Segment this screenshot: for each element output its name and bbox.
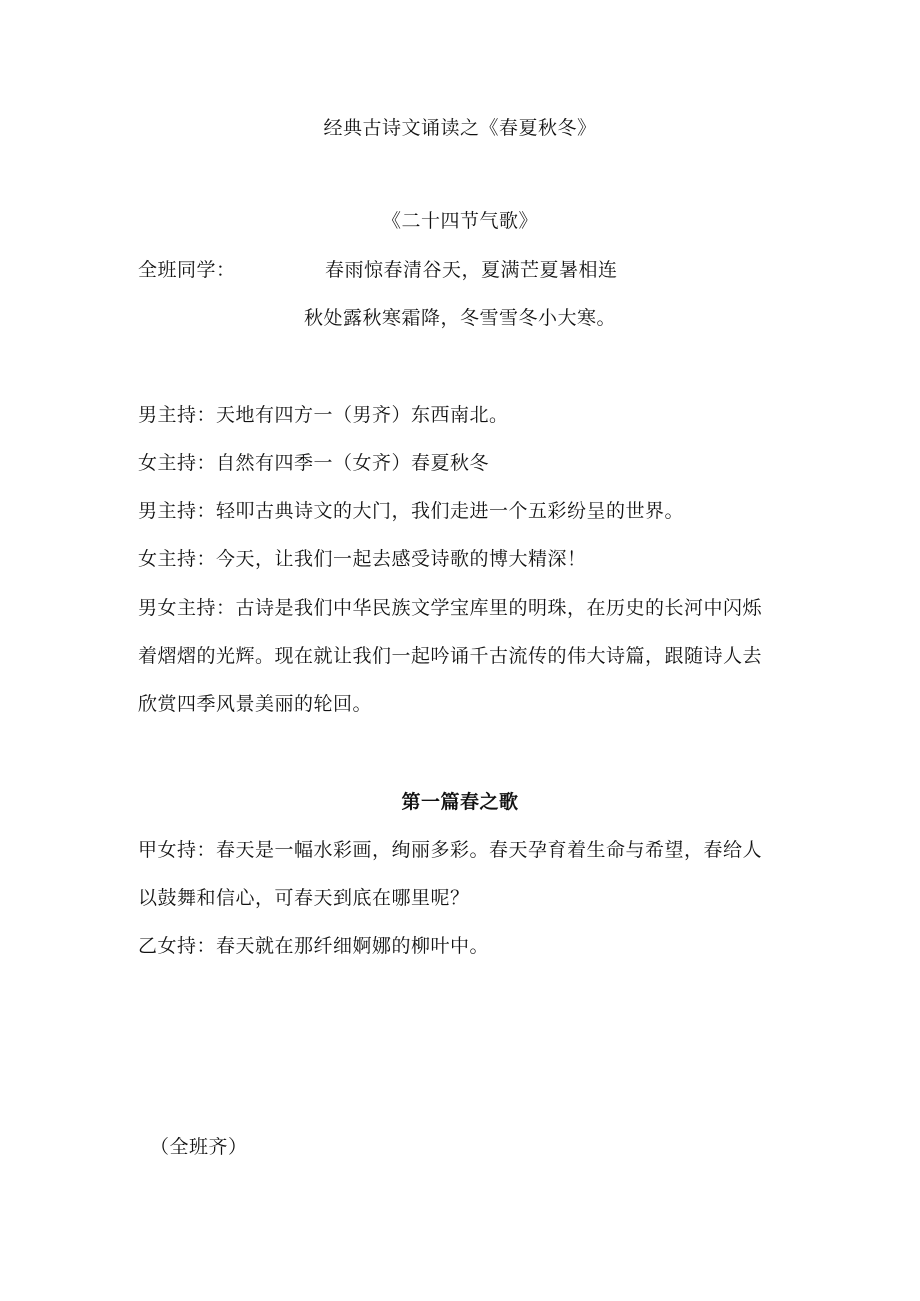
dialogue-line: 男主持：轻叩古典诗文的大门，我们走进一个五彩纷呈的世界。 [138, 500, 685, 522]
dialogue-line: 女主持：今天，让我们一起去感受诗歌的博大精深！ [138, 548, 587, 570]
dialogue-line: 乙女持：春天就在那纤细婀娜的柳叶中。 [138, 935, 490, 957]
section-para-line: 甲女持：春天是一幅水彩画，绚丽多彩。春天孕育着生命与希望，春给人 [138, 839, 763, 861]
song-line-1: 春雨惊春清谷天，夏满芒夏暑相连 [325, 259, 618, 281]
dialogue-line: 男主持：天地有四方一（男齐）东西南北。 [138, 404, 509, 426]
section-para-line: 以鼓舞和信心，可春天到底在哪里呢？ [138, 887, 470, 909]
song-line-2: 秋处露秋寒霜降，冬雪雪冬小大寒。 [303, 307, 616, 329]
dialogue-line: 女主持：自然有四季一（女齐）春夏秋冬 [138, 452, 490, 474]
section-heading: 第一篇春之歌 [401, 791, 519, 813]
chorus-cue: （全班齐） [150, 1136, 248, 1158]
joint-host-line: 欣赏四季风景美丽的轮回。 [138, 693, 373, 715]
document-title: 经典古诗文诵读之《春夏秋冬》 [323, 117, 597, 139]
class-label: 全班同学： [138, 259, 236, 281]
song-title: 《二十四节气歌》 [381, 210, 538, 232]
joint-host-line: 着熠熠的光辉。现在就让我们一起吟诵千古流传的伟大诗篇，跟随诗人去 [138, 645, 763, 667]
joint-host-line: 男女主持：古诗是我们中华民族文学宝库里的明珠，在历史的长河中闪烁 [138, 597, 763, 619]
